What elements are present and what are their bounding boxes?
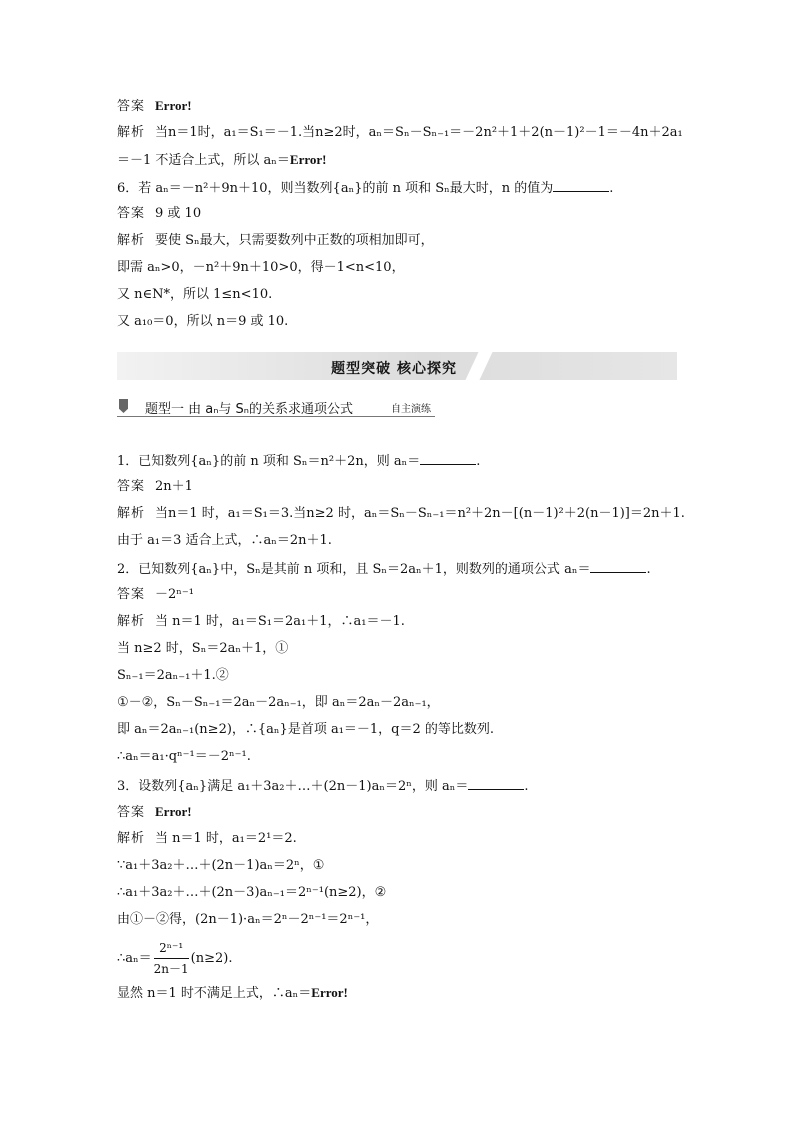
solution-line: ∴a₁＋3a₂＋…＋(2n－3)aₙ₋₁＝2ⁿ⁻¹(n≥2)，② bbox=[117, 885, 387, 900]
bookmark-icon bbox=[119, 399, 128, 413]
solution-line: ∵a₁＋3a₂＋…＋(2n－1)aₙ＝2ⁿ，① bbox=[117, 858, 325, 873]
topic-tag: 自主演练 bbox=[391, 404, 431, 415]
solution-line: 由于 a₁＝3 适合上式，∴aₙ＝2n＋1. bbox=[117, 533, 332, 548]
error-field: Error! bbox=[155, 804, 192, 819]
answer-line: 答案 2n＋1 bbox=[117, 479, 193, 494]
solution-line: 又 a₁₀＝0，所以 n＝9 或 10. bbox=[117, 314, 289, 329]
problem-2-stem: 2．已知数列{aₙ}中，Sₙ是其前 n 项和，且 Sₙ＝2aₙ＋1，则数列的通项公式 aₙ＝ . bbox=[117, 562, 651, 577]
solution-line: ＝－1 不适合上式，所以 aₙ＝Error! bbox=[117, 152, 327, 168]
solution-line: Sₙ₋₁＝2aₙ₋₁＋1.② bbox=[117, 668, 229, 683]
answer-line: 答案 Error! bbox=[117, 804, 192, 820]
solution-line: 显然 n＝1 时不满足上式，∴aₙ＝Error! bbox=[117, 985, 348, 1001]
solution-line: 解析 当 n＝1 时，a₁＝2¹＝2. bbox=[117, 831, 297, 846]
fraction: $\frac{\text{2ⁿ⁻¹}}{2n-1}$ bbox=[154, 938, 189, 979]
topic-header bbox=[117, 398, 435, 417]
topic-title: 题型一 由 aₙ与 Sₙ的关系求通项公式 bbox=[145, 402, 353, 417]
solution-line: ∴aₙ＝a₁·qⁿ⁻¹＝－2ⁿ⁻¹. bbox=[117, 749, 251, 764]
solution-line: 当 n≥2 时，Sₙ＝2aₙ＋1，① bbox=[117, 641, 289, 656]
solution-line: 即 aₙ＝2aₙ₋₁(n≥2)，∴{aₙ}是首项 a₁＝－1，q＝2 的等比数列. bbox=[117, 722, 495, 737]
solution-line: 解析 要使 Sₙ最大，只需要数列中正数的项相加即可， bbox=[117, 233, 434, 248]
answer-blank bbox=[420, 452, 476, 465]
solution-line: 由①－②得，(2n－1)·aₙ＝2ⁿ－2ⁿ⁻¹＝2ⁿ⁻¹， bbox=[117, 912, 379, 927]
banner-slash-decoration bbox=[465, 352, 492, 380]
solution-line: ①－②，Sₙ－Sₙ₋₁＝2aₙ－2aₙ₋₁，即 aₙ＝2aₙ－2aₙ₋₁， bbox=[117, 695, 440, 710]
solution-line: 解析 当n＝1时，a₁＝S₁＝－1.当n≥2时，aₙ＝Sₙ－Sₙ₋₁＝－2n²＋1＋2(n－1)²－1＝－4n＋2a₁ bbox=[117, 125, 683, 140]
solution-line: 即需 aₙ>0，－n²＋9n＋10>0，得－1<n<10， bbox=[117, 260, 405, 275]
section-banner-title: 题型突破 核心探究 bbox=[331, 361, 457, 377]
answer-line: 答案 9 或 10 bbox=[117, 206, 202, 221]
problem-1-stem: 1．已知数列{aₙ}的前 n 项和 Sₙ＝n²＋2n，则 aₙ＝ . bbox=[117, 454, 481, 469]
fraction-line: ∴aₙ＝ $\frac{\text{2ⁿ⁻¹}}{2n-1}$ (n≥2). bbox=[117, 938, 232, 979]
section-banner bbox=[117, 352, 677, 380]
error-field: Error! bbox=[311, 985, 348, 1000]
answer-blank bbox=[468, 777, 524, 790]
question-6-stem: 6．若 aₙ＝－n²＋9n＋10，则当数列{aₙ}的前 n 项和 Sₙ最大时，n 的值为 . bbox=[117, 181, 614, 196]
answer-blank bbox=[553, 179, 609, 192]
answer-line: 答案 Error! bbox=[117, 98, 192, 114]
solution-line: 解析 当n＝1 时，a₁＝S₁＝3.当n≥2 时，aₙ＝Sₙ－Sₙ₋₁＝n²＋2n－[(n－1)²＋2(n－1)]＝2n＋1. bbox=[117, 506, 685, 521]
answer-line: 答案 －2ⁿ⁻¹ bbox=[117, 587, 194, 602]
error-field: Error! bbox=[155, 98, 192, 113]
error-field: Error! bbox=[289, 152, 327, 167]
problem-3-stem: 3．设数列{aₙ}满足 a₁＋3a₂＋…＋(2n－1)aₙ＝2ⁿ，则 aₙ＝ . bbox=[117, 779, 529, 794]
answer-blank bbox=[590, 560, 646, 573]
solution-line: 又 n∈N*，所以 1≤n<10. bbox=[117, 287, 273, 302]
solution-line: 解析 当 n＝1 时，a₁＝S₁＝2a₁＋1，∴a₁＝－1. bbox=[117, 614, 405, 629]
